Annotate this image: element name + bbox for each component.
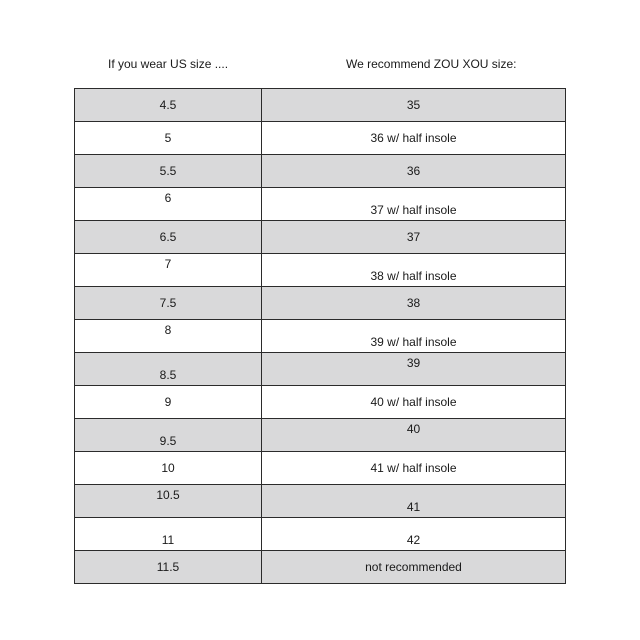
us-size-column-header: If you wear US size ....	[108, 57, 229, 71]
table-row	[75, 221, 566, 254]
table-row	[75, 122, 566, 155]
recommended-size-value: 39	[406, 356, 421, 370]
us-size-value: 6	[164, 191, 172, 205]
recommended-size-cell	[262, 452, 566, 485]
us-size-value: 8.5	[159, 368, 177, 382]
recommended-size-cell	[262, 353, 566, 386]
table-row	[75, 155, 566, 188]
table-row	[75, 386, 566, 419]
us-size-value: 6.5	[159, 230, 177, 244]
recommended-size-value: 36 w/ half insole	[370, 131, 457, 145]
table-row	[75, 254, 566, 287]
size-conversion-table	[74, 88, 566, 584]
recommended-size-value: 36	[406, 164, 421, 178]
us-size-value: 5	[164, 131, 172, 145]
us-size-cell	[75, 518, 262, 551]
us-size-value: 10.5	[156, 488, 180, 502]
recommended-size-value: 41	[406, 500, 421, 514]
table-row	[75, 452, 566, 485]
recommended-size-value: 37	[406, 230, 421, 244]
us-size-cell	[75, 122, 262, 155]
table-row	[75, 89, 566, 122]
us-size-value: 5.5	[159, 164, 177, 178]
table-row	[75, 287, 566, 320]
us-size-value: 9	[164, 395, 172, 409]
recommended-size-value: 39 w/ half insole	[370, 335, 457, 349]
recommended-size-cell	[262, 287, 566, 320]
table-row	[75, 485, 566, 518]
recommended-size-value: 35	[406, 98, 421, 112]
us-size-cell	[75, 485, 262, 518]
us-size-value: 11.5	[156, 560, 180, 574]
us-size-value: 10	[161, 461, 175, 475]
table-row	[75, 518, 566, 551]
recommended-size-value: 40 w/ half insole	[370, 395, 457, 409]
recommended-size-value: 38	[406, 296, 421, 310]
us-size-value: 7	[164, 257, 172, 271]
us-size-cell	[75, 419, 262, 452]
recommended-size-cell	[262, 221, 566, 254]
us-size-value: 8	[164, 323, 172, 337]
table-row	[75, 353, 566, 386]
us-size-cell	[75, 320, 262, 353]
us-size-cell	[75, 254, 262, 287]
us-size-value: 9.5	[159, 434, 177, 448]
us-size-cell	[75, 155, 262, 188]
recommended-size-value: 40	[406, 422, 421, 436]
recommended-size-value: 41 w/ half insole	[370, 461, 457, 475]
us-size-value: 7.5	[159, 296, 177, 310]
recommended-size-cell	[262, 419, 566, 452]
recommended-size-cell	[262, 188, 566, 221]
us-size-value: 4.5	[159, 98, 177, 112]
table-row	[75, 419, 566, 452]
recommended-size-cell	[262, 551, 566, 584]
us-size-cell	[75, 386, 262, 419]
us-size-cell	[75, 452, 262, 485]
recommended-size-cell	[262, 386, 566, 419]
recommended-size-value: not recommended	[365, 560, 462, 574]
recommended-size-cell	[262, 485, 566, 518]
table-row	[75, 320, 566, 353]
recommended-size-cell	[262, 89, 566, 122]
recommended-size-cell	[262, 254, 566, 287]
recommended-size-value: 38 w/ half insole	[370, 269, 457, 283]
recommended-size-value: 37 w/ half insole	[370, 203, 457, 217]
us-size-cell	[75, 353, 262, 386]
table-row	[75, 551, 566, 584]
recommended-size-cell	[262, 155, 566, 188]
us-size-cell	[75, 551, 262, 584]
us-size-cell	[75, 89, 262, 122]
us-size-cell	[75, 221, 262, 254]
recommended-size-cell	[262, 320, 566, 353]
us-size-cell	[75, 188, 262, 221]
us-size-cell	[75, 287, 262, 320]
recommended-size-value: 42	[406, 533, 421, 547]
zouxou-size-column-header: We recommend ZOU XOU size:	[346, 57, 517, 71]
recommended-size-cell	[262, 518, 566, 551]
table-row	[75, 188, 566, 221]
us-size-value: 11	[161, 533, 175, 547]
recommended-size-cell	[262, 122, 566, 155]
